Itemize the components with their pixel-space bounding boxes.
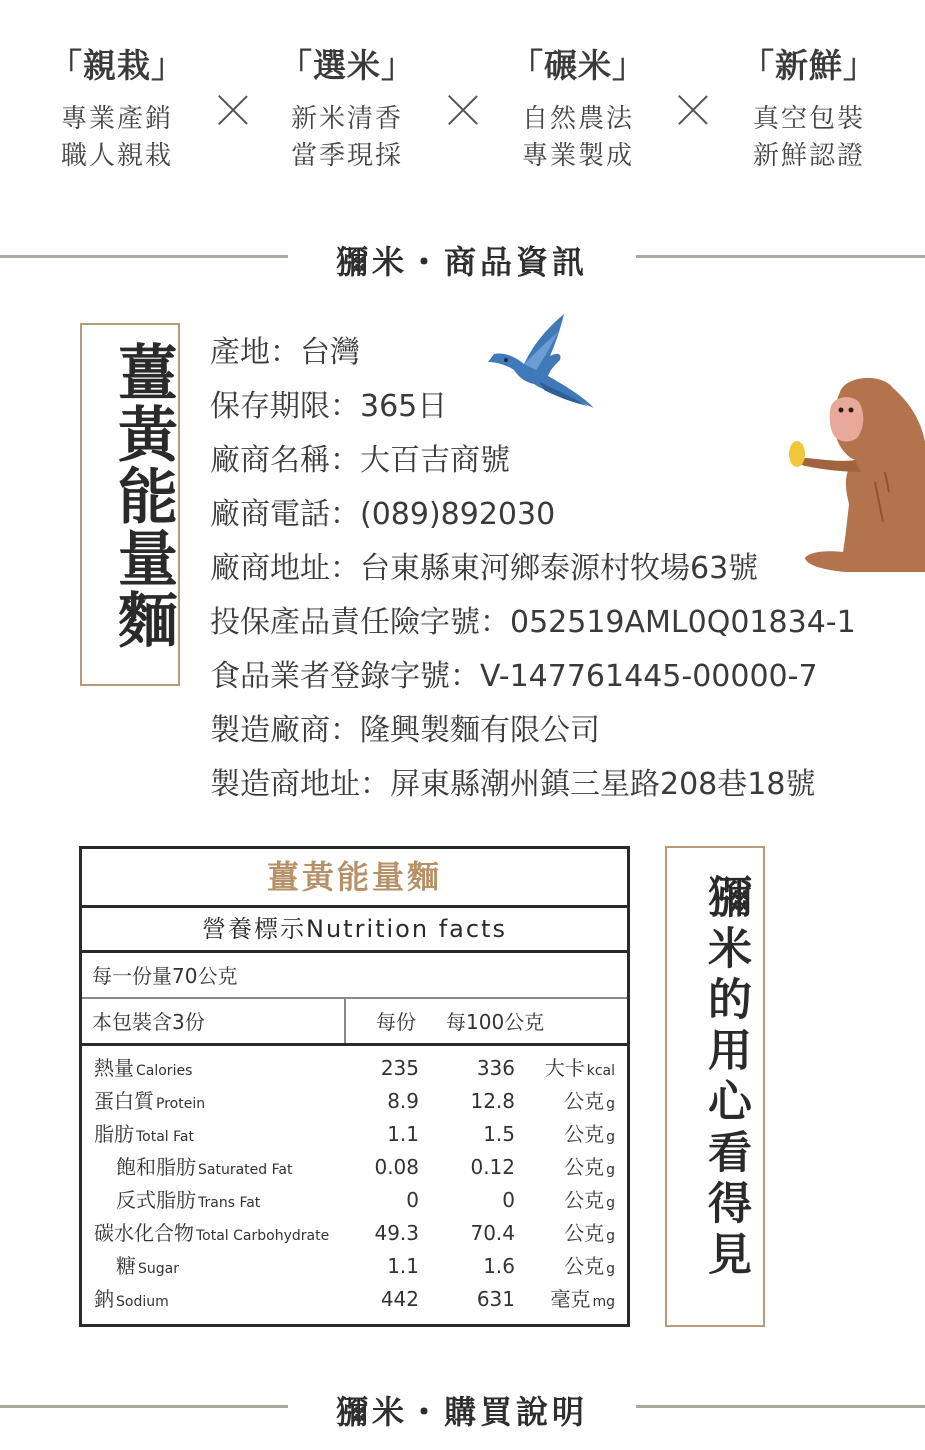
table-rule: [82, 1043, 627, 1046]
column-divider: [344, 997, 346, 1043]
divider-line: [0, 1405, 288, 1408]
feature-1: [32, 40, 202, 175]
nutrient-label: 鈉 Sodium: [94, 1287, 169, 1311]
slogan-box: [665, 846, 765, 1327]
info-vendor-name: 廠商名稱：大百吉商號: [210, 443, 510, 478]
unit: 公克 g: [564, 1089, 615, 1113]
feature-line: 自然農法: [521, 104, 634, 134]
section-header-info: [0, 237, 925, 281]
unit: 公克 g: [564, 1122, 615, 1146]
nutrition-row-sodium: [82, 1283, 627, 1316]
nutrition-row-carbohydrate: [82, 1217, 627, 1250]
value-per-100g: 70.4: [470, 1221, 515, 1245]
feature-2: [262, 40, 432, 175]
unit: 公克 g: [564, 1221, 615, 1245]
nutrition-row-trans-fat: [82, 1184, 627, 1217]
feature-title: 「選米」: [279, 46, 415, 85]
value-per-serving: 442: [380, 1287, 419, 1311]
nutrition-row-total-fat: [82, 1118, 627, 1151]
value-per-100g: 0.12: [470, 1155, 515, 1179]
value-per-100g: 1.6: [483, 1254, 515, 1278]
nutrient-label: 熱量 Calories: [94, 1056, 193, 1080]
feature-3: [493, 40, 663, 175]
value-per-serving: 49.3: [374, 1221, 419, 1245]
value-per-100g: 631: [476, 1287, 515, 1311]
info-vendor-phone: 廠商電話：(089)892030: [210, 497, 556, 532]
value-per-serving: 1.1: [387, 1254, 419, 1278]
slogan-text: 獼米的用心看得見: [700, 874, 751, 1282]
nutrient-label: 碳水化合物 Total Carbohydrate: [94, 1221, 330, 1245]
nutrition-product-name: 薑黃能量麵: [266, 858, 442, 896]
info-manufacturer-address: 製造商地址：屏東縣潮州鎮三星路208巷18號: [210, 767, 816, 802]
nutrient-label: 反式脂肪 Trans Fat: [116, 1188, 261, 1212]
feature-title: 「新鮮」: [741, 46, 877, 85]
value-per-serving: 8.9: [387, 1089, 419, 1113]
value-per-100g: 1.5: [483, 1122, 515, 1146]
unit: 大卡 kcal: [544, 1056, 615, 1080]
value-per-serving: 235: [380, 1056, 419, 1080]
col-header-per-100g: 每100公克: [446, 1010, 545, 1034]
feature-title: 「親栽」: [49, 46, 185, 85]
feature-line: 新米清香: [290, 104, 403, 134]
nutrition-row-sugar: [82, 1250, 627, 1283]
feature-title: 「碾米」: [510, 46, 646, 85]
value-per-100g: 12.8: [470, 1089, 515, 1113]
nutrition-table: [79, 846, 630, 1327]
section-header-purchase: [0, 1387, 925, 1431]
nutrition-heading: 營養標示Nutrition facts: [202, 915, 507, 943]
nutrient-label: 飽和脂肪 Saturated Fat: [116, 1155, 293, 1179]
nutrition-row-calories: [82, 1052, 627, 1085]
feature-line: 職人親栽: [60, 141, 173, 171]
nutrition-rows: [82, 1052, 627, 1316]
times-icon: [448, 94, 478, 124]
bird-illustration: [484, 312, 600, 412]
serving-size: 每一份量70公克: [92, 964, 238, 988]
product-name-box: [80, 323, 180, 686]
info-registration-number: 食品業者登錄字號：V-147761445-00000-7: [210, 659, 818, 694]
monkey-illustration: [785, 372, 925, 582]
value-per-serving: 0: [406, 1188, 419, 1212]
feature-line: 真空包裝: [752, 104, 865, 134]
unit: 公克 g: [564, 1188, 615, 1212]
section-title: 獼米・商品資訊: [335, 243, 588, 281]
nutrient-label: 蛋白質 Protein: [94, 1089, 206, 1113]
value-per-100g: 0: [502, 1188, 515, 1212]
product-name: 薑黃能量麵: [108, 341, 178, 651]
nutrition-row-protein: [82, 1085, 627, 1118]
col-header-per-serving: 每份: [376, 1010, 416, 1034]
unit: 毫克 mg: [550, 1287, 615, 1311]
value-per-serving: 0.08: [374, 1155, 419, 1179]
feature-line: 專業產銷: [60, 104, 173, 134]
unit: 公克 g: [564, 1155, 615, 1179]
feature-line: 當季現採: [290, 141, 403, 171]
feature-row: [0, 40, 925, 170]
feature-4: [724, 40, 894, 175]
nutrition-row-saturated-fat: [82, 1151, 627, 1184]
divider-line: [0, 255, 288, 258]
info-manufacturer: 製造廠商：隆興製麵有限公司: [210, 713, 600, 748]
times-icon: [218, 94, 248, 124]
divider-line: [636, 1405, 925, 1408]
info-vendor-address: 廠商地址：台東縣東河鄉泰源村牧場63號: [210, 551, 759, 586]
section-title: 獼米・購買說明: [335, 1393, 588, 1431]
unit: 公克 g: [564, 1254, 615, 1278]
value-per-100g: 336: [476, 1056, 515, 1080]
servings-per-pack: 本包裝含3份: [92, 1010, 205, 1034]
info-origin: 產地：台灣: [210, 335, 360, 370]
nutrient-label: 脂肪 Total Fat: [94, 1122, 194, 1146]
nutrient-label: 糖 Sugar: [116, 1254, 179, 1278]
feature-line: 專業製成: [521, 141, 634, 171]
feature-line: 新鮮認證: [752, 141, 865, 171]
value-per-serving: 1.1: [387, 1122, 419, 1146]
info-shelf-life: 保存期限：365日: [210, 389, 448, 424]
divider-line: [636, 255, 925, 258]
info-insurance-number: 投保產品責任險字號：052519AML0Q01834-1: [210, 605, 856, 640]
times-icon: [678, 94, 708, 124]
